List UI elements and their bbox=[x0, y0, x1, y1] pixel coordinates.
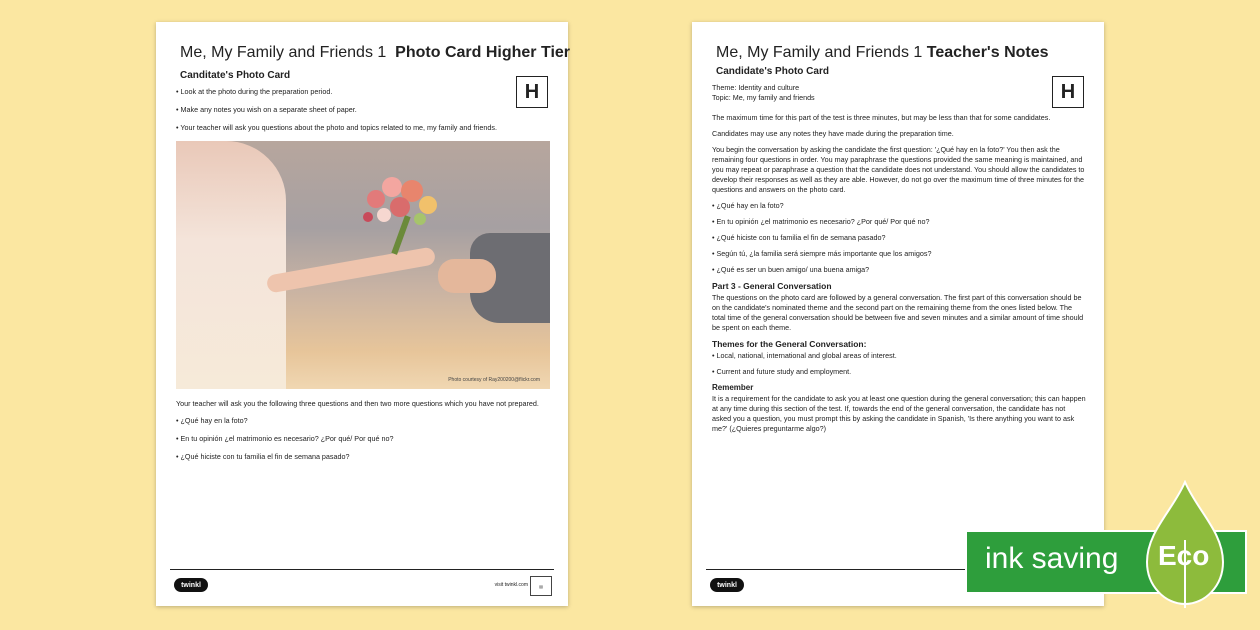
remember-heading: Remember bbox=[712, 383, 754, 392]
theme-item: • Local, national, international and global areas of interest. bbox=[712, 351, 897, 360]
part3-heading: Part 3 - General Conversation bbox=[712, 281, 832, 291]
tier-badge: H bbox=[1052, 76, 1084, 108]
theme-item: • Current and future study and employment. bbox=[712, 367, 852, 376]
question: • ¿Qué hiciste con tu familia el fin de semana pasado? bbox=[176, 452, 350, 461]
bullet: • Your teacher will ask you questions about the photo and topics related to me, my family and friends. bbox=[176, 123, 497, 132]
eco-label: Eco bbox=[1158, 540, 1210, 571]
themes-heading: Themes for the General Conversation: bbox=[712, 339, 867, 349]
page-footer bbox=[170, 569, 554, 596]
woman-figure bbox=[176, 141, 286, 389]
page-title: Me, My Family and Friends 1 Photo Card Higher Tier bbox=[180, 44, 571, 61]
twinkl-logo: twinkl bbox=[174, 578, 208, 592]
question: • ¿Qué hiciste con tu familia el fin de semana pasado? bbox=[712, 233, 886, 242]
question: • ¿Qué es ser un buen amigo/ una buena amiga? bbox=[712, 265, 870, 274]
printer-icon: ▤ bbox=[530, 576, 552, 596]
twinkl-logo: twinkl bbox=[710, 578, 744, 592]
paragraph: The maximum time for this part of the test is three minutes, but may be less than that for some candidates. bbox=[712, 113, 1051, 122]
photo-card-page bbox=[156, 22, 571, 606]
theme-line: Theme: Identity and culture bbox=[712, 83, 800, 92]
page-subtitle: Candidate's Photo Card bbox=[716, 66, 829, 77]
remember-text: It is a requirement for the candidate to ask you at least one question during the general conversation; this can happen at any time during this section of the test. If, towards the end of the general conversation, the candidate has not asked you a question, you must prompt this by asking the candidate in Spanish, 'Is there anything you want to ask me?' (¿Quieres preguntarme algo?) bbox=[712, 394, 1086, 433]
couple-bouquet-photo bbox=[176, 141, 550, 389]
topic-line: Topic: Me, my family and friends bbox=[712, 93, 815, 102]
visit-link[interactable]: visit twinkl.com bbox=[494, 582, 528, 588]
question: • En tu opinión ¿el matrimonio es necesario? ¿Por qué/ Por qué no? bbox=[176, 434, 394, 443]
photo-credit: Photo courtesy of Ray200200@flickr.com bbox=[448, 377, 540, 383]
question: • En tu opinión ¿el matrimonio es necesario? ¿Por qué/ Por qué no? bbox=[712, 217, 930, 226]
paragraph: You begin the conversation by asking the candidate the first question: '¿Qué hay en la foto?' You then ask the remaining four questions in order. You may paraphrase the questions provided the same meaning is maintained, and you may repeat or paraphrase a question that the candidate does not understand. You should allow the candidates to develop their responses as well as they are able. However, do not go over the maximum time of three minutes for the questions and answers on the photo card. bbox=[712, 145, 1085, 194]
teachers-notes-page bbox=[692, 22, 1104, 606]
intro-text: Your teacher will ask you the following three questions and then two more questions which you have not prepared. bbox=[176, 399, 539, 408]
question: • Según tú, ¿la familia será siempre más importante que los amigos? bbox=[712, 249, 932, 258]
bullet: • Make any notes you wish on a separate sheet of paper. bbox=[176, 105, 357, 114]
part3-text: The questions on the photo card are followed by a general conversation. The first part of this conversation should be on the candidate's nominated theme and the second part on the remaining theme from the ones listed below. The total time of the general conversation should be between five and seven minutes and a similar amount of time should be spent on each theme. bbox=[712, 293, 1084, 332]
ink-saving-label: ink saving bbox=[985, 542, 1119, 575]
paragraph: Candidates may use any notes they have made during the preparation time. bbox=[712, 129, 954, 138]
page-subtitle: Canditate's Photo Card bbox=[180, 70, 291, 81]
bouquet-icon bbox=[354, 169, 450, 255]
man-hand bbox=[438, 259, 496, 293]
tier-badge: H bbox=[516, 76, 548, 108]
question: • ¿Qué hay en la foto? bbox=[712, 201, 784, 210]
bullet: • Look at the photo during the preparation period. bbox=[176, 87, 333, 96]
question: • ¿Qué hay en la foto? bbox=[176, 416, 248, 425]
page-title: Me, My Family and Friends 1 Teacher's Notes bbox=[716, 44, 1049, 61]
